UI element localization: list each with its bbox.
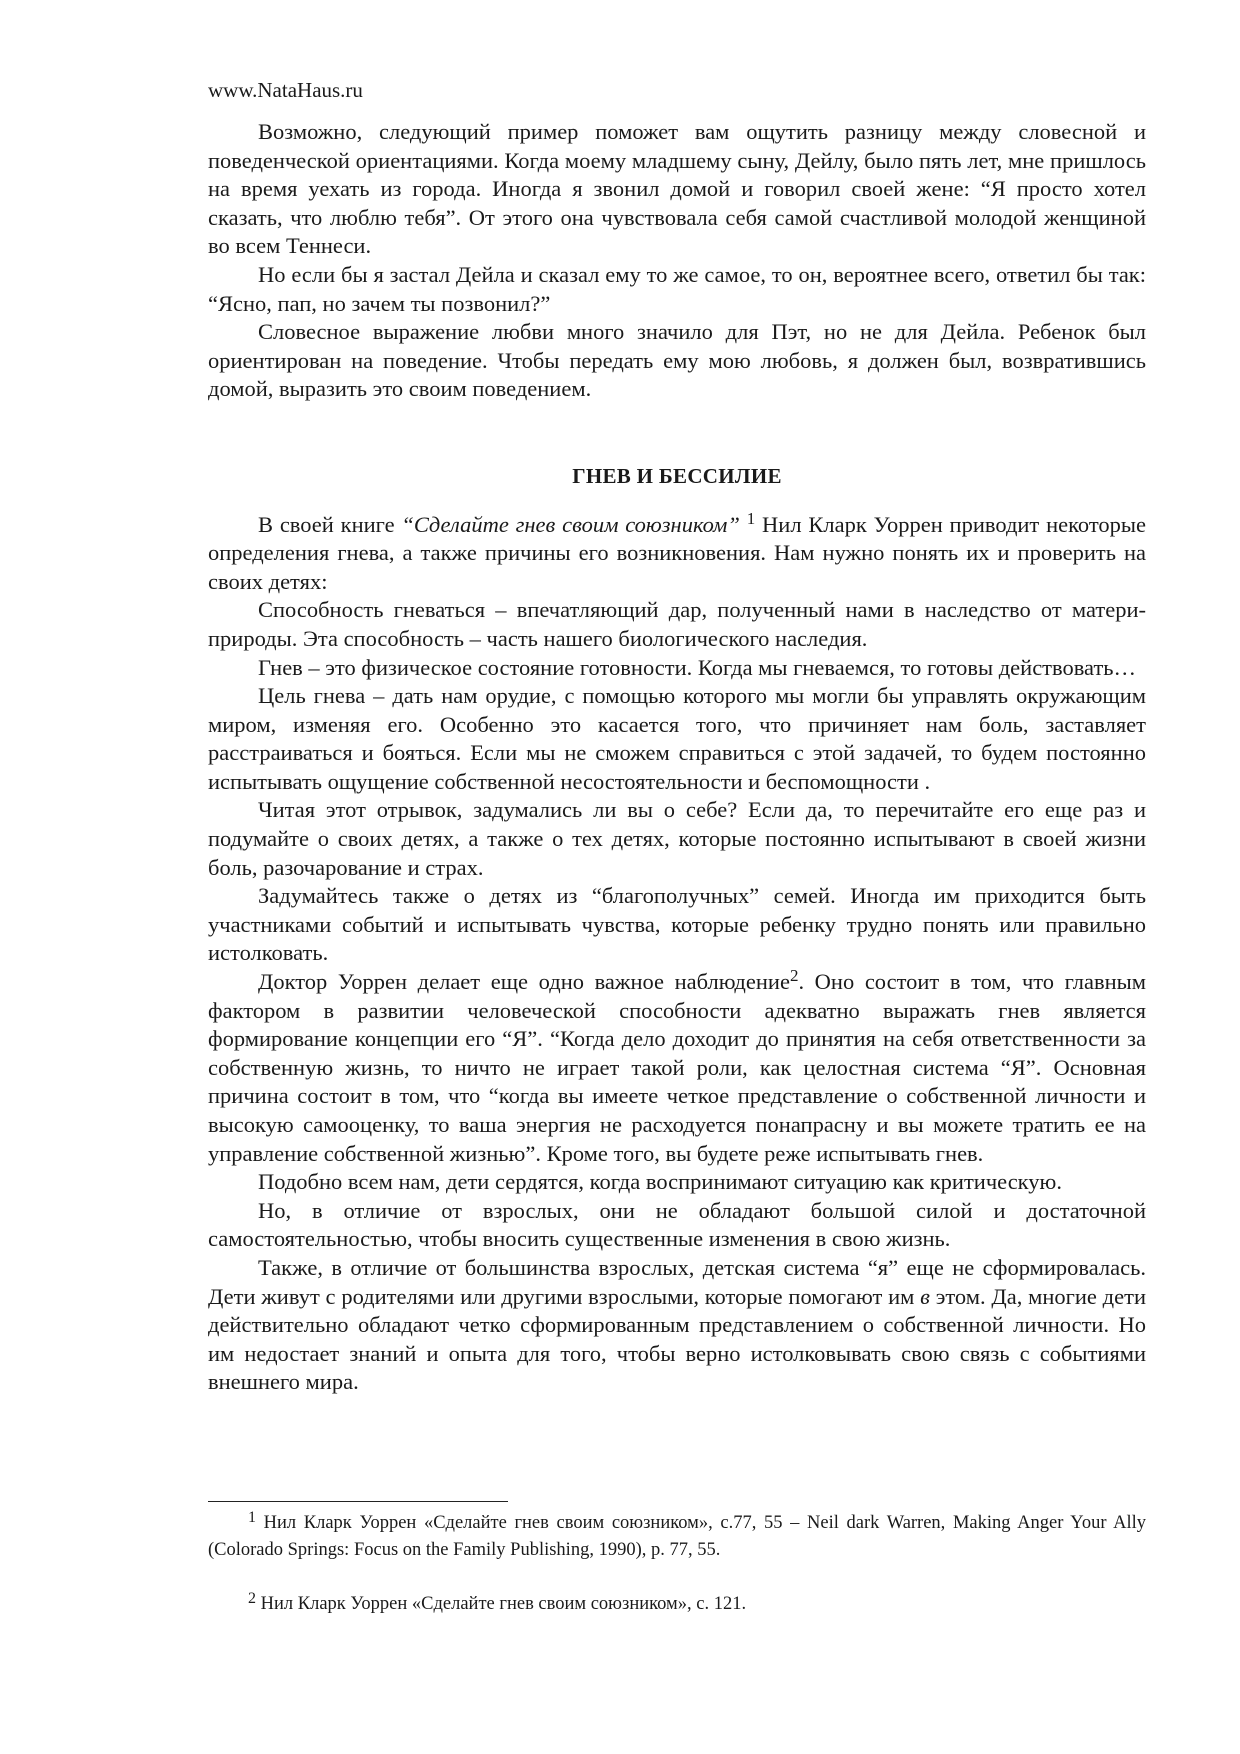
footnote-divider [208, 1501, 508, 1502]
body-text [208, 118, 1146, 1397]
paragraph: Словесное выражение любви много значило для Пэт, но не для Дейла. Ребенок был ориентирован на поведение. Чтобы передать ему мою любовь, я должен был, возвратившись домой, выразить это своим поведением. [208, 319, 1146, 402]
paragraph-doctor [208, 968, 1146, 1168]
footnote-text: Нил Кларк Уоррен «Сделайте гнев своим союзником», с.77, 55 – Neil dark Warren, Making Anger Your Ally (Colorado Springs: Focus on the Family Publishing, 1990), p. 77, 55. [208, 1513, 1146, 1560]
paragraph: Но если бы я застал Дейла и сказал ему то же самое, то он, вероятнее всего, ответил бы так: “Ясно, пап, но зачем ты позвонил?” [208, 261, 1146, 316]
paragraph: Подобно всем нам, дети сердятся, когда воспринимают ситуацию как критическую. [258, 1169, 1062, 1195]
site-url: www.NataHaus.ru [208, 78, 363, 102]
footnotes [208, 1510, 1146, 1618]
text-run: Доктор Уоррен делает еще одно важное наблюдение [258, 969, 790, 995]
paragraph: Возможно, следующий пример поможет вам ощутить разницу между словесной и поведенческой ориентациями. Когда моему младшему сыну, Дейлу, было пять лет, мне пришлось на время уехать из города. Иногда я звонил домой и говорил своей жене: “Я просто хотел сказать, что люблю тебя”. От этого она чувствовала себя самой счастливой молодой женщиной во всем Теннеси. [208, 119, 1146, 259]
text-run: . Оно состоит в том, что главным фактором в развитии человеческой способности адекватно выражать гнев является формирование концепции его “Я”. “Когда дело доходит до принятия на себя ответственности за собственную жизнь, то ничто не играет такой роли, как целостная система “Я”. Основная причина состоит в том, что “когда вы имеете четкое представление о собственной личности и высокую самооценку, то ваша энергия не расходуется понапрасну и вы можете тратить ее на управление собственной жизнью”. Кроме того, вы будете реже испытывать гнев. [208, 969, 1146, 1166]
text-run: Нил Кларк Уоррен приводит некоторые определения гнева, а также причины его возникновения. Нам нужно понять их и проверить на своих детях: [208, 511, 1146, 594]
paragraph: Способность гневаться – впечатляющий дар, полученный нами в наследство от матери-природы. Эта способность – часть нашего биологического наследия. [208, 597, 1146, 651]
text-run: Также, в отличие от большинства взрослых, детская система “я” еще не сформировалась. Дети живут с родителями или другими взрослыми, которые помогают им [208, 1254, 1146, 1309]
footnote-ref-1[interactable]: 1 [746, 508, 756, 528]
section-heading: ГНЕВ И БЕССИЛИЕ [572, 463, 782, 488]
book-title: “Сделайте гнев своим союзником” [401, 511, 740, 537]
paragraph: Задумайтесь также о детях из “благополучных” семей. Иногда им приходится быть участниками событий и испытывать чувства, которые ребенку трудно понять или правильно истолковать. [208, 883, 1146, 966]
italic-word: в [920, 1283, 930, 1309]
paragraph: Но, в отличие от взрослых, они не обладают большой силой и достаточной самостоятельностью, чтобы вносить существенные изменения в свою жизнь. [208, 1197, 1146, 1252]
paragraph-book-intro [208, 508, 1146, 597]
paragraph: Читая этот отрывок, задумались ли вы о себе? Если да, то перечитайте его еще раз и подумайте о своих детях, а также о тех детях, которые постоянно испытывают в своей жизни боль, разочарование и страх. [208, 797, 1146, 880]
footnote-text: Нил Кларк Уоррен «Сделайте гнев своим союзником», с. 121. [256, 1594, 747, 1614]
paragraph: Гнев – это физическое состояние готовности. Когда мы гневаемся, то готовы действовать… [258, 654, 1137, 680]
paragraph-last [208, 1254, 1146, 1397]
footnote-mark: 2 [248, 1590, 256, 1607]
footnote-mark: 1 [248, 1509, 256, 1526]
footnote-2 [208, 1591, 1146, 1618]
text-run: В своей книге [258, 511, 402, 537]
footnote-1 [208, 1510, 1146, 1564]
text-run: этом. Да, многие дети действительно обладают четко сформированным представлением о собственной личности. Но им недостает знаний и опыта для того, чтобы верно истолковывать свою связь с событиями внешнего мира. [208, 1283, 1146, 1395]
paragraph: Цель гнева – дать нам орудие, с помощью которого мы могли бы управлять окружающим миром, изменяя его. Особенно это касается того, что причиняет нам боль, заставляет расстраиваться и бояться. Если мы не сможем справиться с этой задачей, то будем постоянно испытывать ощущение собственной несостоятельности и беспомощности . [208, 683, 1146, 794]
footnote-ref-2[interactable]: 2 [789, 966, 799, 986]
